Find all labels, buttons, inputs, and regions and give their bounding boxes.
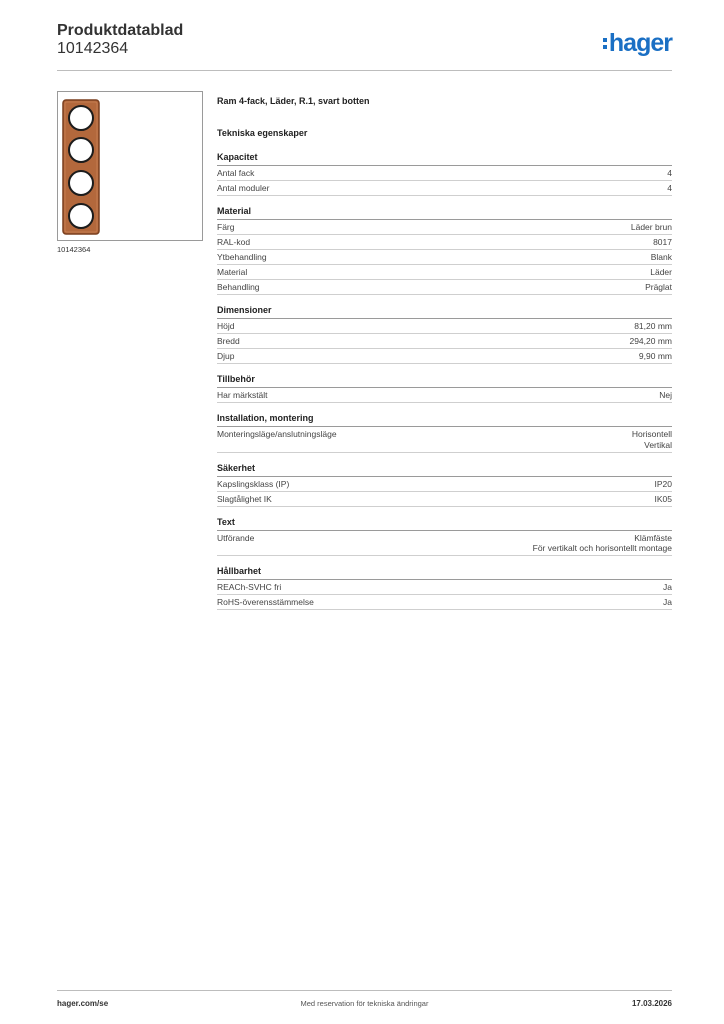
spec-value-line: Präglat xyxy=(645,282,672,292)
spec-section xyxy=(217,152,672,196)
leather-frame-icon xyxy=(58,92,204,242)
spec-row xyxy=(217,166,672,181)
spec-row xyxy=(217,250,672,265)
spec-row xyxy=(217,492,672,507)
spec-value-line: 4 xyxy=(667,183,672,193)
spec-value-line: Nej xyxy=(659,390,672,400)
spec-row xyxy=(217,595,672,610)
spec-value xyxy=(659,390,672,401)
spec-value-line: 294,20 mm xyxy=(629,336,672,346)
spec-content xyxy=(217,96,672,620)
spec-row xyxy=(217,477,672,492)
document-title: Produktdatablad xyxy=(57,22,184,39)
spec-row xyxy=(217,235,672,250)
spec-sections xyxy=(217,152,672,610)
spec-section xyxy=(217,463,672,507)
spec-label: Bredd xyxy=(217,336,240,346)
spec-value-line: IP20 xyxy=(654,478,672,489)
page-header xyxy=(57,22,672,71)
spec-row xyxy=(217,531,672,557)
spec-value xyxy=(667,168,672,179)
product-title: Ram 4-fack, Läder, R.1, svart botten xyxy=(217,96,370,106)
spec-value-line: För vertikalt och horisontellt montage xyxy=(532,543,672,553)
spec-label: Djup xyxy=(217,351,235,361)
technical-properties-heading: Tekniska egenskaper xyxy=(217,128,308,138)
spec-value-line: Klämfäste xyxy=(634,532,672,543)
spec-value-line: Läder xyxy=(650,267,672,277)
spec-value xyxy=(645,282,672,293)
spec-section xyxy=(217,374,672,403)
section-title: Dimensioner xyxy=(217,305,672,319)
spec-label: Behandling xyxy=(217,282,260,292)
spec-row xyxy=(217,580,672,595)
spec-label: RAL-kod xyxy=(217,237,251,247)
section-title: Kapacitet xyxy=(217,152,672,166)
spec-value xyxy=(533,533,672,554)
spec-label: REACh-SVHC fri xyxy=(217,582,282,592)
spec-label: Har märkstält xyxy=(217,390,268,400)
spec-label: Monteringsläge/anslutningsläge xyxy=(217,429,337,439)
spec-value xyxy=(655,479,673,490)
section-title: Installation, montering xyxy=(217,413,672,427)
spec-value-line: Ja xyxy=(663,582,672,592)
page-footer xyxy=(57,990,672,1021)
footer-disclaimer: Med reservation för tekniska ändringar xyxy=(300,999,429,1008)
logo-dots-icon xyxy=(603,36,607,50)
spec-value xyxy=(653,237,672,248)
spec-value-line: Blank xyxy=(650,252,672,262)
spec-row xyxy=(217,280,672,295)
spec-section xyxy=(217,413,672,453)
spec-row xyxy=(217,319,672,334)
spec-label: Slagtålighet IK xyxy=(217,493,272,504)
spec-value xyxy=(639,351,672,362)
spec-value-line: Horisontell xyxy=(631,429,672,439)
section-title: Text xyxy=(217,517,672,531)
spec-value xyxy=(629,336,672,347)
spec-value-line: Ja xyxy=(663,597,672,607)
spec-value xyxy=(655,494,673,505)
footer-website: hager.com/se xyxy=(57,999,109,1008)
spec-value-line: Läder brun xyxy=(630,222,672,232)
spec-row xyxy=(217,334,672,349)
section-title: Säkerhet xyxy=(217,463,672,477)
spec-row xyxy=(217,388,672,403)
spec-value xyxy=(632,429,672,450)
footer-date: 17.03.2026 xyxy=(631,999,672,1008)
spec-row xyxy=(217,181,672,196)
spec-label: Antal moduler xyxy=(217,183,270,193)
spec-row xyxy=(217,220,672,235)
spec-value xyxy=(663,582,672,593)
hager-logo xyxy=(603,30,672,56)
product-image xyxy=(57,91,203,241)
spec-value xyxy=(631,222,672,233)
spec-label: Material xyxy=(217,267,248,277)
spec-value xyxy=(650,267,672,278)
spec-value-line: 4 xyxy=(667,168,672,178)
logo-text: hager xyxy=(608,29,672,57)
spec-section xyxy=(217,517,672,557)
spec-value-line: Vertikal xyxy=(644,439,672,450)
spec-value xyxy=(651,252,672,263)
section-title: Tillbehör xyxy=(217,374,672,388)
spec-label: Färg xyxy=(217,222,235,232)
section-title: Hållbarhet xyxy=(217,566,672,580)
spec-value xyxy=(667,183,672,194)
spec-value-line: 9,90 mm xyxy=(638,351,672,361)
spec-section xyxy=(217,206,672,295)
spec-value xyxy=(634,321,672,332)
spec-label: Ytbehandling xyxy=(217,252,267,262)
section-title: Material xyxy=(217,206,672,220)
image-caption: 10142364 xyxy=(57,245,91,254)
spec-label: Antal fack xyxy=(217,168,255,178)
spec-section xyxy=(217,566,672,610)
spec-label: RoHS-överensstämmelse xyxy=(217,597,314,607)
spec-label: Kapslingsklass (IP) xyxy=(217,478,290,489)
spec-row xyxy=(217,349,672,364)
spec-label: Höjd xyxy=(217,321,235,331)
spec-section xyxy=(217,305,672,364)
spec-value xyxy=(663,597,672,608)
document-number: 10142364 xyxy=(57,40,129,57)
spec-value-line: 8017 xyxy=(653,237,672,247)
spec-row xyxy=(217,427,672,453)
spec-value-line: 81,20 mm xyxy=(634,321,672,331)
spec-value-line: IK05 xyxy=(654,493,672,504)
spec-row xyxy=(217,265,672,280)
spec-label: Utförande xyxy=(217,532,255,543)
